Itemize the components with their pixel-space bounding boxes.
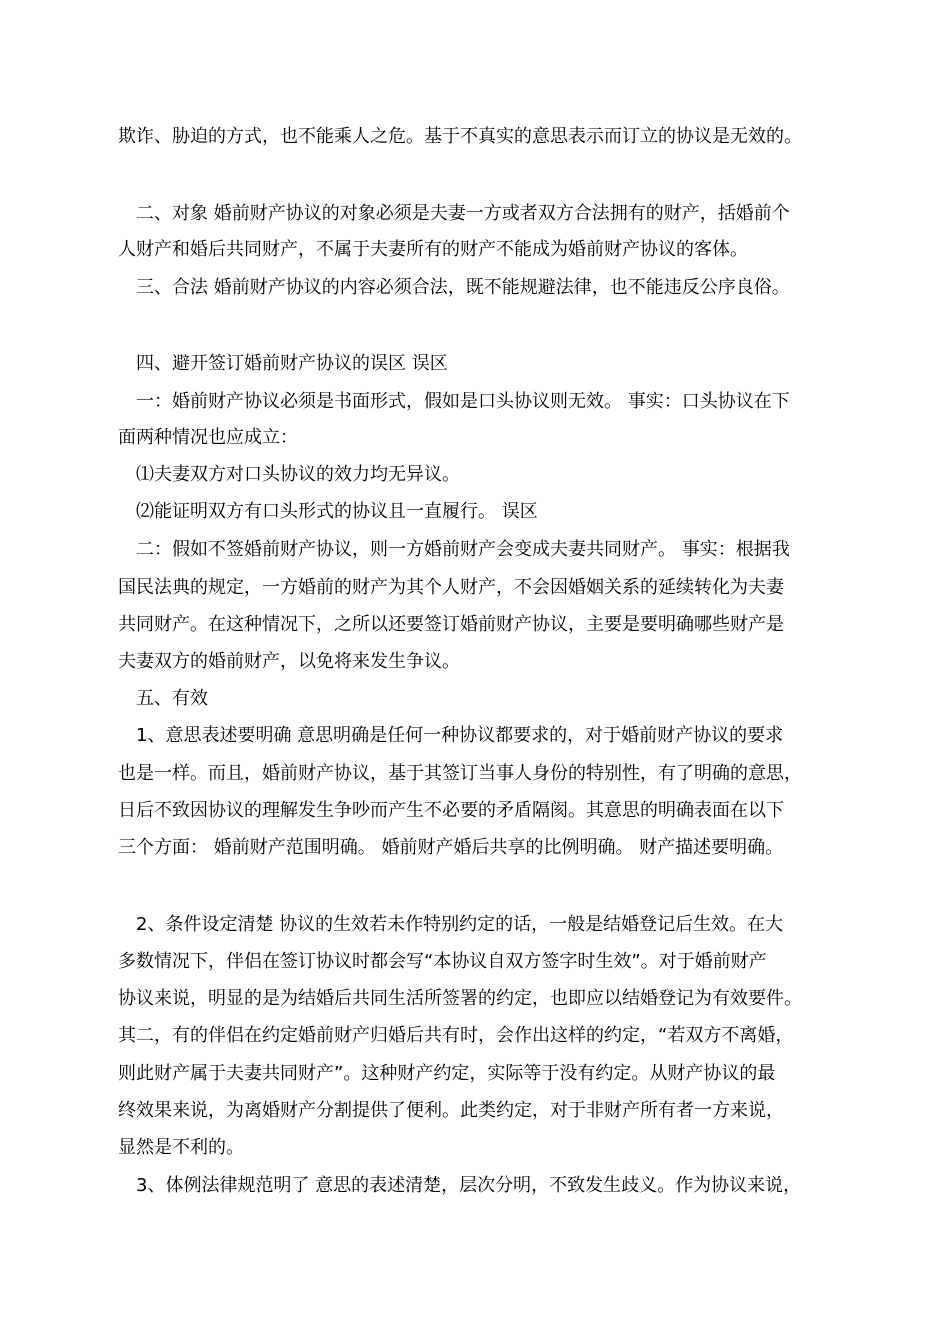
list-item: ⑴夫妻双方对口头协议的效力均无异议。 <box>136 464 460 485</box>
paragraph-line: 终效果来说，为离婚财产分割提供了便利。此类约定，对于非财产所有者一方来说， <box>118 1100 784 1121</box>
section-heading: 四、避开签订婚前财产协议的误区 误区 <box>136 353 448 374</box>
paragraph-line: 二、对象 婚前财产协议的对象必须是夫妻一方或者双方合法拥有的财产，括婚前个 <box>136 203 790 224</box>
paragraph-line: 3、体例法律规范明了 意思的表述清楚，层次分明，不致发生歧义。作为协议来说， <box>136 1175 802 1196</box>
paragraph-line: 一：婚前财产协议必须是书面形式，假如是口头协议则无效。 事实：口头协议在下 <box>136 391 790 412</box>
paragraph-line: 二：假如不签婚前财产协议，则一方婚前财产会变成夫妻共同财产。 事实：根据我 <box>136 539 790 560</box>
paragraph-line: 其二，有的伴侣在约定婚前财产归婚后共有时，会作出这样的约定，“若双方不离婚， <box>118 1025 794 1046</box>
paragraph-line: 共同财产。在这种情况下，之所以还要签订婚前财产协议，主要是要明确哪些财产是 <box>118 614 784 635</box>
paragraph-line: 2、条件设定清楚 协议的生效若未作特别约定的话，一般是结婚登记后生效。在大 <box>136 914 784 935</box>
paragraph-line: 夫妻双方的婚前财产，以免将来发生争议。 <box>118 651 460 672</box>
paragraph-line: 欺诈、胁迫的方式，也不能乘人之危。基于不真实的意思表示而订立的协议是无效的。 <box>118 126 802 147</box>
paragraph-line: 多数情况下，伴侣在签订协议时都会写“本协议自双方签字时生效”。对于婚前财产 <box>118 951 767 972</box>
paragraph-line: 面两种情况也应成立： <box>118 427 298 448</box>
paragraph-line: 三、合法 婚前财产协议的内容必须合法，既不能规避法律，也不能违反公序良俗。 <box>136 277 790 298</box>
paragraph-line: 国民法典的规定，一方婚前的财产为其个人财产，不会因婚姻关系的延续转化为夫妻 <box>118 577 784 598</box>
paragraph-line: 也是一样。而且，婚前财产协议，基于其签订当事人身份的特别性，有了明确的意思， <box>118 763 802 784</box>
list-item: ⑵能证明双方有口头形式的协议且一直履行。 误区 <box>136 501 538 522</box>
paragraph-line: 协议来说，明显的是为结婚后共同生活所签署的约定，也即应以结婚登记为有效要件。 <box>118 988 802 1009</box>
paragraph-line: 则此财产属于夫妻共同财产”。这种财产约定，实际等于没有约定。从财产协议的最 <box>118 1063 776 1084</box>
section-heading: 五、有效 <box>136 688 208 709</box>
paragraph-line: 显然是不利的。 <box>118 1137 244 1158</box>
paragraph-line: 人财产和婚后共同财产，不属于夫妻所有的财产不能成为婚前财产协议的客体。 <box>118 239 748 260</box>
paragraph-line: 日后不致因协议的理解发生争吵而产生不必要的矛盾隔阂。其意思的明确表面在以下 <box>118 800 784 821</box>
paragraph-line: 1、意思表述要明确 意思明确是任何一种协议都要求的，对于婚前财产协议的要求 <box>136 725 784 746</box>
paragraph-line: 三个方面： 婚前财产范围明确。 婚前财产婚后共享的比例明确。 财产描述要明确。 <box>118 837 784 858</box>
